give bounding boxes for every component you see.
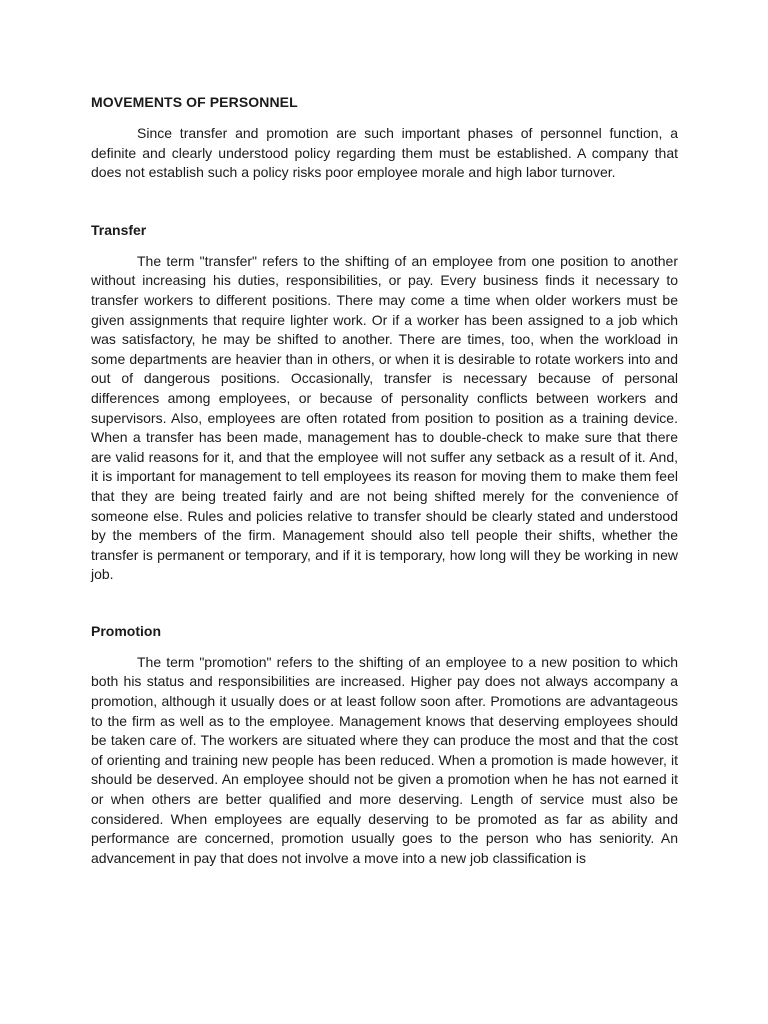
- section-body-promotion: The term "promotion" refers to the shifting of an employee to a new position to which both his status and responsibilities are increased. Higher pay does not always accompany a promotion, although it usually does or at least follow soon after. Promotions are advantageous to the firm as well as to the employee. Management knows that deserving employees should be taken care of. The workers are situated where they can produce the most and that the cost of orienting and training new people has been reduced. When a promotion is made however, it should be deserved. An employee should not be given a promotion when he has not earned it or when others are better qualified and more deserving. Length of service must also be considered. When employees are equally deserving to be promoted as far as ability and performance are concerned, promotion usually goes to the person who has seniority. An advancement in pay that does not involve a move into a new job classification is: [91, 653, 678, 866]
- document-page: [91, 93, 678, 868]
- section-heading-promotion: Promotion: [91, 622, 161, 639]
- intro-paragraph: Since transfer and promotion are such important phases of personnel function, a definite and clearly understood policy regarding them must be established. A company that does not establish such a policy risks poor employee morale and high labor turnover.: [91, 125, 678, 181]
- section-heading-transfer: Transfer: [91, 221, 147, 238]
- section-body-transfer: The term "transfer" refers to the shifting of an employee from one position to another without increasing his duties, responsibilities, or pay. Every business finds it necessary to transfer workers to different positions. There may come a time when older workers must be given assignments that require lighter work. Or if a worker has been assigned to a job which was satisfactory, he may be shifted to another. There are times, too, when the workload in some departments are heavier than in others, or when it is desirable to rotate workers into and out of dangerous positions. Occasionally, transfer is necessary because of personal differences among employees, or because of personality conflicts between workers and supervisors. Also, employees are often rotated from position to position as a training device. When a transfer has been made, management has to double-check to make sure that there are valid reasons for it, and that the employee will not suffer any setback as a result of it. And, it is important for management to tell employees its reason for moving them to make them feel that they are being treated fairly and are not being shifted merely for the convenience of someone else. Rules and policies relative to transfer should be clearly stated and understood by the members of the firm. Management should also tell people their shifts, whether the transfer is permanent or temporary, and if it is temporary, how long will they be working in new job.: [91, 252, 678, 583]
- document-title: MOVEMENTS OF PERSONNEL: [91, 94, 298, 110]
